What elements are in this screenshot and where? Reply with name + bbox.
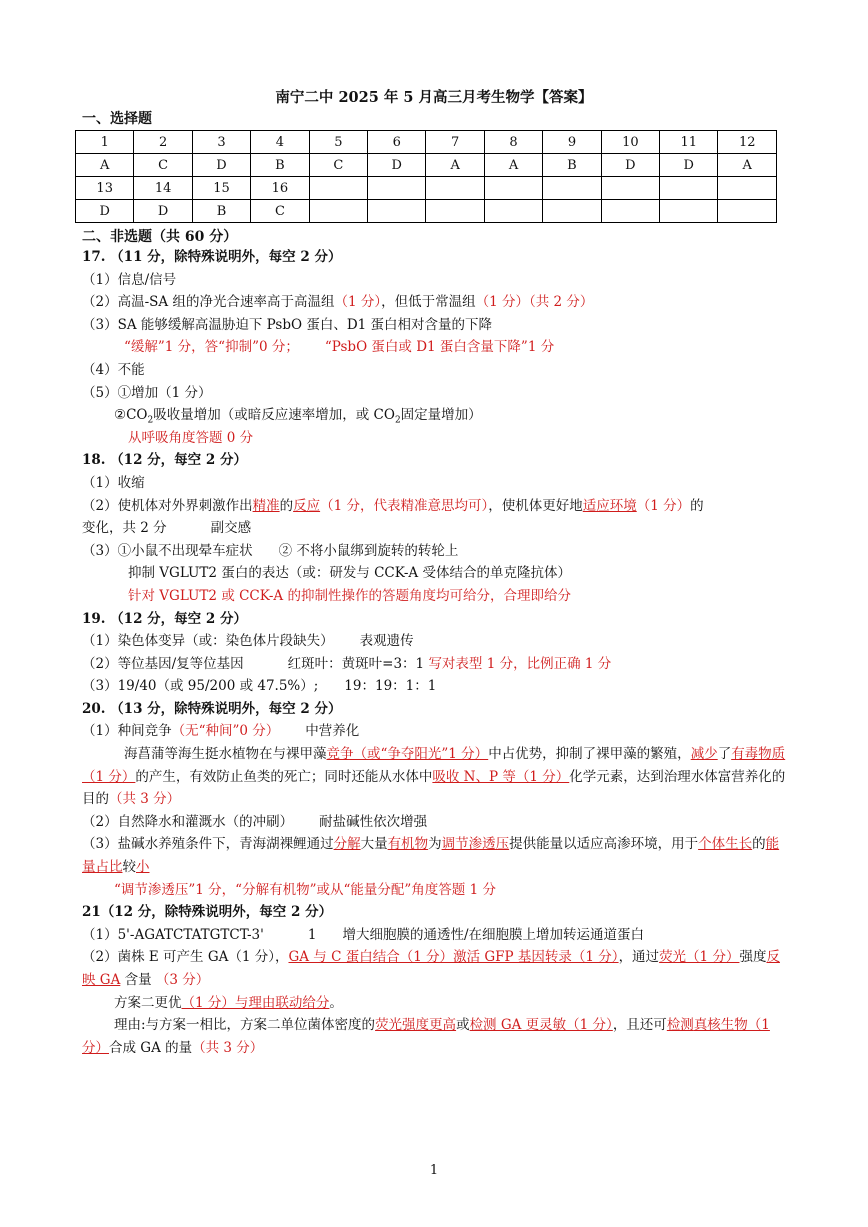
table-cell: 16: [251, 177, 309, 200]
text: 耐盐碱性依次增强: [319, 813, 428, 830]
text: （1）5'-AGATCTATGTCT-3': [82, 926, 264, 943]
text: 合成 GA 的量: [109, 1039, 193, 1056]
table-cell: [484, 177, 542, 200]
table-cell: 1: [76, 131, 134, 154]
text: ②CO: [114, 407, 148, 424]
table-row: [76, 154, 777, 177]
key-term: 荧光（1 分）: [659, 949, 740, 966]
q21-part3: [82, 992, 788, 1015]
key-term: 吸收 N、P 等（1 分）: [432, 768, 570, 785]
table-cell: [543, 177, 601, 200]
text: 19：19：1：1: [344, 678, 437, 695]
table-cell: A: [718, 154, 777, 177]
section-1-heading: 一、选择题: [82, 111, 152, 127]
table-cell: C: [309, 154, 367, 177]
text: 的: [752, 836, 766, 853]
table-cell: 11: [660, 131, 718, 154]
q18-part3-note: 针对 VGLUT2 或 CCK-A 的抑制性操作的答题角度均可给分，合理即给分: [128, 587, 571, 604]
table-cell: C: [134, 154, 192, 177]
table-cell: A: [76, 154, 134, 177]
key-term: 检测 GA 更灵敏（1 分）: [469, 1017, 613, 1034]
subscript: 2: [147, 415, 154, 426]
q20-part1: [82, 720, 788, 743]
text: 红斑叶：黄斑叶=3：1: [287, 655, 425, 672]
q18-part3-line2: 抑制 VGLUT2 蛋白的表达（或：研发与 CCK-A 受体结合的单克隆抗体）: [128, 565, 571, 582]
text: 方案二更优: [114, 994, 182, 1011]
table-cell: D: [601, 154, 659, 177]
q21-part2: [82, 946, 788, 991]
q17-part2: [82, 291, 788, 314]
q20-part3-note: “调节渗透压”1 分，“分解有机物”或从“能量分配”角度答题 1 分: [114, 881, 496, 898]
q17-part5-2: [82, 404, 788, 427]
q19-part2: [82, 653, 788, 676]
text: 中营养化: [305, 723, 360, 740]
table-cell: D: [368, 154, 426, 177]
key-term: 个体生长: [698, 836, 753, 853]
text: （2）等位基因/复等位基因: [82, 655, 244, 672]
table-cell: D: [660, 154, 718, 177]
key-term: 有毒物质（1 分）: [82, 746, 786, 785]
page-title: 南宁二中 2025 年 5 月高三月考生物学【答案】: [275, 89, 593, 106]
table-cell: [601, 177, 659, 200]
table-cell: B: [251, 154, 309, 177]
q17-part3: （3）SA 能够缓解高温胁迫下 PsbO 蛋白、D1 蛋白相对含量的下降: [82, 316, 493, 333]
q18-header: 18. （12 分，每空 2 分）: [82, 452, 247, 469]
text: 了: [717, 746, 732, 763]
key-term: 调节渗透压: [441, 836, 510, 853]
text: ，但低于常温组: [381, 294, 476, 311]
table-cell: [426, 177, 484, 200]
q17-part3-note: [82, 336, 788, 359]
text: 的: [279, 497, 294, 514]
text: 达到治理水体富营养化的目的: [82, 768, 786, 808]
table-cell: B: [192, 200, 250, 223]
q21-part4: [82, 1014, 788, 1059]
q17-part4: （4）不能: [82, 361, 145, 378]
table-cell: [601, 200, 659, 223]
key-term: 真核生物（1 分）: [82, 1017, 770, 1056]
table-cell: [718, 177, 777, 200]
choice-answer-table: [75, 130, 777, 223]
q19-part3: [82, 675, 788, 698]
table-row: [76, 200, 777, 223]
subscript: 2: [394, 415, 401, 426]
text: ，通过: [618, 949, 660, 966]
table-cell: 10: [601, 131, 659, 154]
text: 较: [122, 859, 136, 876]
key-term: 减少: [690, 746, 718, 763]
q18-part2: [82, 495, 788, 518]
score-note: （1 分）（共 2 分）: [475, 294, 594, 311]
table-cell: 3: [192, 131, 250, 154]
text: 表观遗传: [359, 633, 414, 650]
key-term: 反应: [293, 497, 321, 514]
text: 为: [428, 836, 442, 853]
text: 。: [329, 994, 343, 1011]
text: 的产生，有效防止鱼类的死亡；同时还能从水体中: [135, 768, 433, 785]
q17-part1: （1）信息/信号: [82, 271, 177, 288]
score-note: （1 分）: [334, 294, 382, 311]
key-term: 精准: [252, 497, 280, 514]
text: （2）使机体对外界刺激作出: [82, 497, 253, 514]
table-cell: B: [543, 154, 601, 177]
table-cell: [426, 200, 484, 223]
table-cell: 6: [368, 131, 426, 154]
table-cell: 2: [134, 131, 192, 154]
key-term: （1 分）与理由联动给分: [181, 994, 330, 1011]
table-cell: [660, 177, 718, 200]
key-term: GA 与 C 蛋白结合（1 分）激活 GFP 基因转录（1 分）: [288, 949, 619, 966]
q19-header: 19. （12 分，每空 2 分）: [82, 610, 247, 627]
table-cell: D: [192, 154, 250, 177]
key-term: 能量占比: [82, 836, 780, 876]
text: 1: [307, 926, 317, 943]
table-cell: C: [251, 200, 309, 223]
table-cell: D: [76, 200, 134, 223]
score-note: “PsbO 蛋白或 D1 蛋白含量下降”1 分: [324, 339, 555, 356]
q20-part3: [82, 833, 788, 878]
score-note: （无“种间”0 分）: [171, 723, 280, 740]
table-cell: [309, 200, 367, 223]
table-cell: 4: [251, 131, 309, 154]
table-row: [76, 177, 777, 200]
score-note: （1 分）: [636, 497, 691, 514]
q17-part5-note: 从呼吸角度答题 0 分: [128, 429, 254, 446]
text: （2）菌株 E 可产生 GA（1 分），: [82, 949, 289, 966]
table-cell: A: [484, 154, 542, 177]
text: 变化，共 2 分: [82, 520, 167, 537]
text: 强度: [739, 949, 767, 966]
text: （1）染色体变异（或：染色体片段缺失）: [82, 633, 334, 650]
key-term: 小: [136, 859, 150, 876]
q21-header: 21（12 分，除特殊说明外，每空 2 分）: [82, 904, 333, 921]
text: 或: [456, 1017, 470, 1034]
table-cell: D: [134, 200, 192, 223]
key-term: 检测: [666, 1017, 694, 1034]
q20-header: 20. （13 分，除特殊说明外，每空 2 分）: [82, 700, 342, 717]
table-cell: [543, 200, 601, 223]
key-term: 有机物: [387, 836, 429, 853]
q17-part5: （5）①增加（1 分）: [82, 384, 212, 401]
table-cell: 9: [543, 131, 601, 154]
text: 海菖蒲等海生挺水植物在与裸甲藻: [124, 746, 327, 763]
text: （3）19/40（或 95/200 或 47.5%）;: [82, 678, 319, 695]
q17-header: 17. （11 分，除特殊说明外，每空 2 分）: [82, 249, 342, 265]
key-term: 竞争（或“争夺阳光”1 分）: [326, 746, 489, 763]
table-cell: [484, 200, 542, 223]
text: 提供能量以适应高渗环境，用于: [509, 836, 699, 853]
page-number: 1: [429, 1163, 439, 1178]
table-cell: 14: [134, 177, 192, 200]
score-note: （共 3 分）: [192, 1039, 264, 1056]
score-note: （3 分）: [155, 972, 210, 988]
table-cell: [660, 200, 718, 223]
q20-paragraph: [82, 743, 788, 811]
key-term: 分解: [333, 836, 361, 853]
q20-part2: [82, 811, 788, 834]
table-row: [76, 131, 777, 154]
text: 含量: [124, 972, 152, 988]
answers-body: [82, 246, 788, 1059]
table-cell: [309, 177, 367, 200]
text: 化学元素，: [569, 768, 637, 785]
text: 增大细胞膜的通透性/在细胞膜上增加转运通道蛋白: [342, 926, 645, 943]
table-cell: 15: [192, 177, 250, 200]
table-cell: 8: [484, 131, 542, 154]
score-note: （共 3 分）: [109, 791, 181, 808]
key-term: 荧光强度更高: [375, 1017, 457, 1034]
q18-part1: （1）收缩: [82, 474, 145, 491]
key-term: 适应环境: [582, 497, 637, 514]
table-cell: 7: [426, 131, 484, 154]
table-cell: 5: [309, 131, 367, 154]
score-note: “缓解”1 分，答“抑制”0 分；: [124, 339, 299, 356]
key-term: 反映 GA: [82, 949, 780, 988]
table-cell: [368, 177, 426, 200]
text: 的: [690, 497, 704, 514]
text: （3）盐碱水养殖条件下，青海湖裸鲤通过: [82, 836, 334, 853]
q18-part2-line2: [82, 517, 788, 540]
section-2-heading: 二、非选题（共 60 分）: [82, 229, 238, 245]
text: 理由:与方案一相比，方案二单位菌体密度的: [114, 1017, 376, 1034]
q18-part3: [82, 540, 788, 563]
text: ，且还可: [612, 1017, 667, 1034]
text: （3）①小鼠不出现晕车症状: [82, 542, 253, 559]
q21-part1: [82, 924, 788, 947]
text: （2）高温-SA 组的净光合速率高于高温组: [82, 294, 335, 311]
text: （2）自然降水和灌溉水（的冲刷）: [82, 813, 294, 830]
score-note: 写对表型 1 分，比例正确 1 分: [428, 655, 612, 672]
score-note: （1 分，代表精准意思均可）: [320, 497, 489, 514]
text: 吸收量增加（或暗反应速率增加，或 CO: [153, 407, 395, 424]
table-cell: 13: [76, 177, 134, 200]
table-cell: 12: [718, 131, 777, 154]
text: 固定量增加）: [400, 407, 482, 424]
q19-part1: [82, 630, 788, 653]
text: ② 不将小鼠绑到旋转的转轮上: [278, 542, 459, 559]
text: （1）种间竞争: [82, 723, 172, 740]
text: 大量: [360, 836, 388, 853]
text: 中占优势，抑制了裸甲藻的繁殖，: [488, 746, 691, 763]
table-cell: [718, 200, 777, 223]
table-cell: [368, 200, 426, 223]
table-cell: A: [426, 154, 484, 177]
text: 副交感: [210, 520, 252, 537]
text: ，使机体更好地: [488, 497, 583, 514]
